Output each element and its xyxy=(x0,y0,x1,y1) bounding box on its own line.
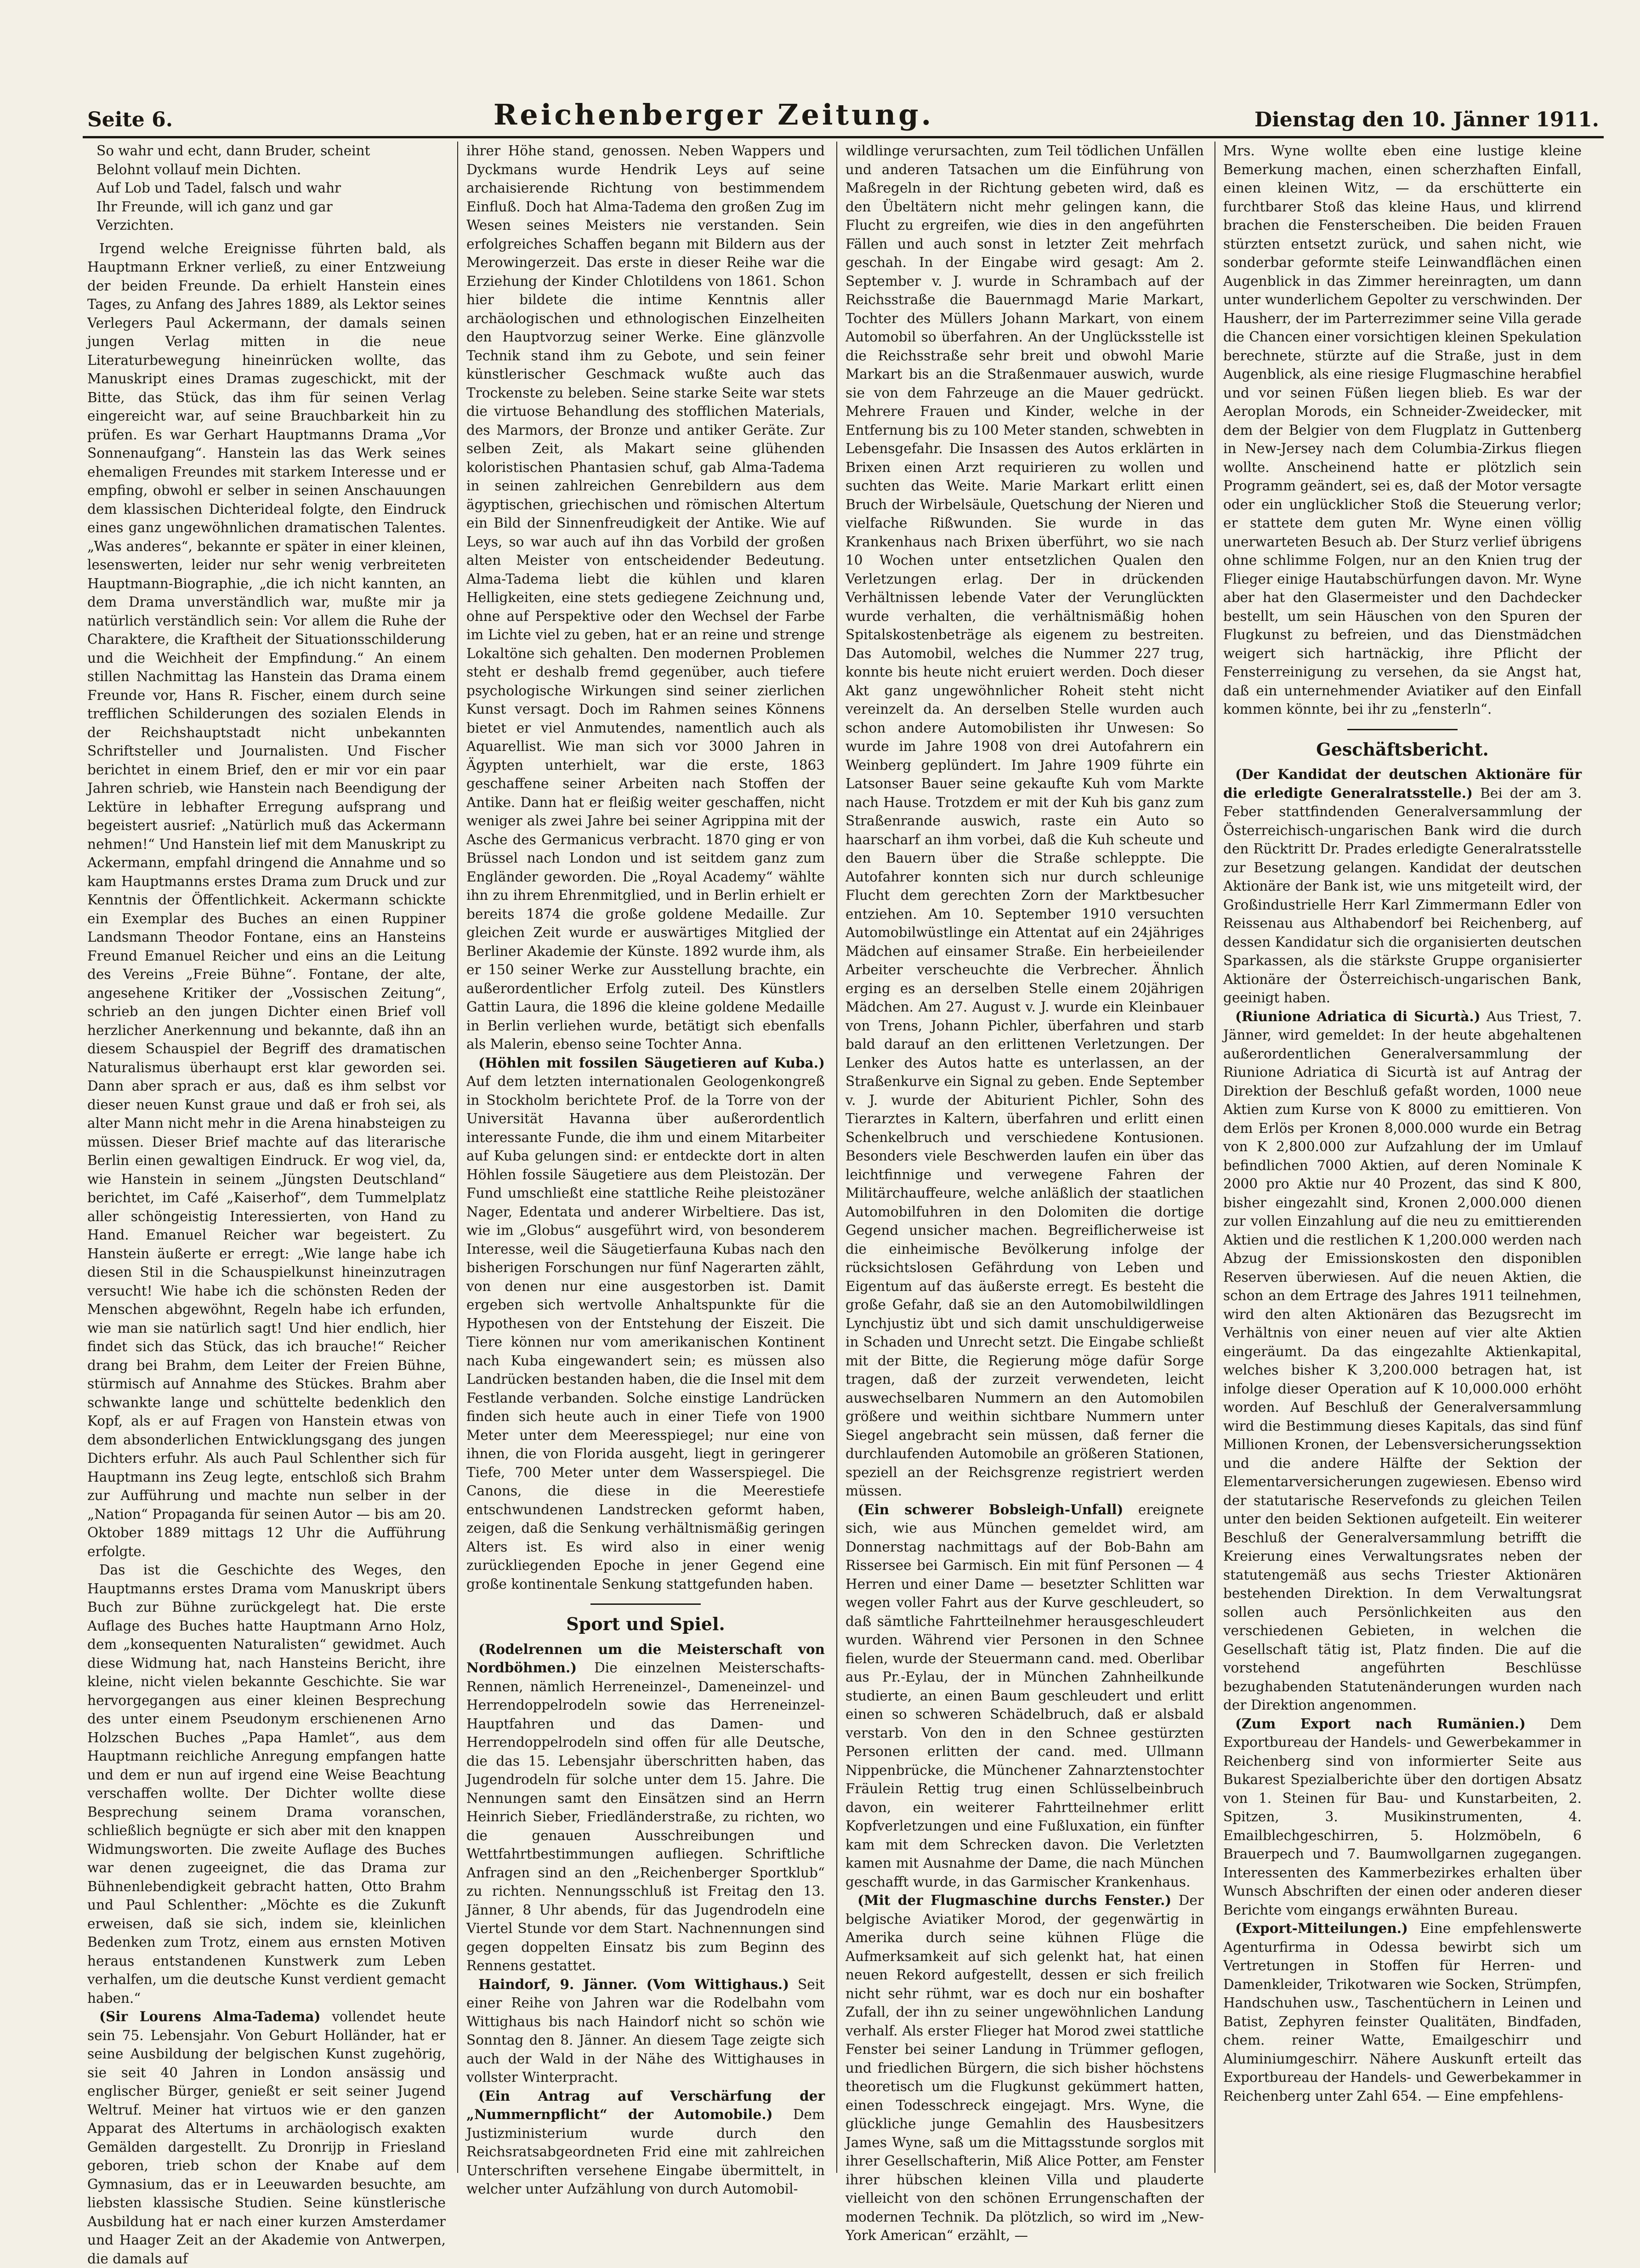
news-item xyxy=(466,1054,825,1594)
section-title-sport: Sport und Spiel. xyxy=(566,1614,725,1634)
item-text: Auf dem letzten internationalen Geologenkongreß in Stockholm berichtete Prof. de la Torre von der Universität Havanna über außerordentlich interessante Funde, die ihm und einem Mitarbeiter auf Kuba gelungen sind: er entdeckte dort in alten Höhlen fossile Säugetiere aus dem Pleistozän. Der Fund umschließt eine stattliche Reihe pleistozäner Nager, Edentata und anderer Wirbeltiere. Das ist, wie im „Globus“ ausgeführt wird, von besonderem Interesse, weil die Säugetierfauna Kubas nach den bisherigen Forschungen nur fünf Nagerarten zählt, von denen nur eine ausgestorben ist. Damit ergeben sich wertvolle Anhaltspunkte für die Hypothesen von der Entstehung der Eiszeit. Die Tiere können nur vom amerikanischen Kontinent nach Kuba eingewandert sein; es müssen also Landrücken bestanden haben, die die Insel mit dem Festlande verbanden. Solche einstige Landrücken finden sich heute auch in einer Tiefe von 1900 Meter unter dem Meeresspiegel; nur eine von ihnen, die von Florida ausgeht, liegt in geringerer Tiefe, 700 Meter unter dem Wasserspiegel. Die Canons, die diese in die Meerestiefe entschwundenen Landstrecken geformt haben, zeigen, daß die Senkung verhältnismäßig geringen Alters ist. Es wird also in einer wenig zurückliegenden Epoche in jener Gegend eine große kontinentale Senkung stattgefunden haben. xyxy=(466,1074,825,1592)
item-text: Eine empfehlenswerte Agenturfirma in Odessa bewirbt sich um Vertretungen in Stoffen für Herren- und Damenkleider, Trikotwaren wie Socken, Strümpfen, Handschuhen usw., Taschentüchern in Leinen und Batist, Zephyren feinster Qualitäten, Bindfaden, chem. reiner Watte, Emailgeschirr und Aluminiumgeschirr. Nähere Auskunft erteilt das Exportbureau der Handels- und Gewerbekammer in Reichenberg unter Zahl 654. — Eine empfehlens- xyxy=(1223,1921,1582,2104)
news-item xyxy=(466,1975,825,2087)
column-4 xyxy=(1223,142,1582,2173)
poem-line: Auf Lob und Tadel, falsch und wahr xyxy=(96,180,341,196)
news-item xyxy=(1223,1919,1582,2105)
poem-line: Verzichten. xyxy=(96,217,174,233)
header-rule xyxy=(83,136,1604,138)
column-2 xyxy=(466,142,825,2197)
news-item xyxy=(87,2007,446,2268)
page-header xyxy=(87,98,1599,131)
issue-date: Dienstag den 10. Jänner 1911. xyxy=(1254,108,1599,131)
item-text: ereignete sich, wie aus München gemeldet wird, am Donnerstag nachmittags auf der Bob-Bahn am Rissersee bei Garmisch. Ein mit fünf Personen — 4 Herren und einer Dame — besetzter Schlitten war wegen voller Fahrt aus der Kurve geschleudert, so daß sämtliche Fahrtteilnehmer herausgeschleudert wurden. Während vier Personen in den Schnee fielen, wurde der Steuermann cand. med. Oberlibar aus Pr.-Eylau, der in München Zahnheilkunde studierte, an einen Baum geschleudert und erlitt einen so schweren Schädelbruch, daß er alsbald verstarb. Von den in den Schnee gestürzten Personen erlitten der cand. med. Ullmann Nippenbrücke, die Münchener Zahnarztenstochter Fräulein Rettig trug einen Schlüsselbeinbruch davon, ein weiterer Fahrtteilnehmer erlitt Kopfverletzungen und eine Fußluxation, ein fünfter kam mit dem Schrecken davon. Die Verletzten kamen mit Ausnahme der Dame, die nach München geschafft wurde, in das Garmischer Krankenhaus. xyxy=(846,1501,1204,1890)
column-1 xyxy=(87,142,446,2267)
page-number: Seite 6. xyxy=(87,108,173,131)
item-text: Die einzelnen Meisterschafts-Rennen, nämlich Herreneinzel-, Dameneinzel- und Herrendoppelrodeln sowie das Herreneinzel-Hauptfahren und das Damen- und Herrendoppelrodeln sind offen für alle Deutsche, die das 15. Lebensjahr überschritten haben, das Jugendrodeln für solche unter dem 15. Jahre. Die Nennungen samt den Einsätzen sind an Herrn Heinrich Sieber, Friedländerstraße, zu richten, wo die genauen Ausschreibungen und Wettfahrtbestimmungen aufliegen. Schriftliche Anfragen sind an den „Reichenberger Sportklub“ zu richten. Nennungsschluß ist Freitag den 13. Jänner, 8 Uhr abends, für das Jugendrodeln eine Viertel Stunde vor dem Start. Nachnennungen sind gegen doppelten Einsatz bis zum Beginn des Rennens gestattet. xyxy=(466,1660,825,1973)
news-item xyxy=(846,1501,1204,1892)
separator xyxy=(590,1603,701,1605)
item-heading: (Riunione Adriatica di Sicurtà.) xyxy=(1235,1008,1481,1024)
item-heading: (Ein schwerer Bobsleigh-Unfall) xyxy=(857,1501,1124,1518)
column-divider xyxy=(1214,142,1215,2173)
poem-line: Belohnt vollauf mein Dichten. xyxy=(96,161,301,177)
item-text: Dem Justizministerium wurde durch den Reichsratsabgeordneten Frid eine mit zahlreichen Unterschriften versehene Eingabe übermittelt, in welcher unter Aufzählung von durch Automobil- xyxy=(466,2107,825,2197)
poem-line: So wahr und echt, dann Bruder, scheint xyxy=(96,143,370,159)
section-title-business: Geschäftsbericht. xyxy=(1316,739,1489,760)
item-heading: (Rodelrennen um die Meisterschaft von Nordböhmen.) xyxy=(466,1641,825,1676)
column-3 xyxy=(846,142,1204,2243)
item-heading: (Höhlen mit fossilen Säugetieren auf Kuba.) xyxy=(478,1054,825,1071)
news-item xyxy=(1223,1007,1582,1715)
newspaper-title: Reichenberger Zeitung. xyxy=(493,98,934,131)
news-item xyxy=(466,1640,825,1975)
item-text: vollendet heute sein 75. Lebensjahr. Von Geburt Holländer, hat er seine Ausbildung der belgischen Kunst zugehörig, sie seit 40 Jahren in London ansässig und englischer Bürger, genießt er seit seiner Jugend Weltruf. Meiner hat virtuos wie er den ganzen Apparat des Altertums in archäologisch exakten Gemälden dargestellt. Zu Dronrijp in Friesland geboren, trieb schon der Knabe auf dem Gymnasium, das er in Leeuwarden besuchte, am liebsten klassische Studien. Seine künstlerische Ausbildung hat er nach einer kurzen Amsterdamer und Haager Zeit an der Akademie von Antwerpen, die damals auf xyxy=(87,2009,446,2267)
column-divider xyxy=(457,142,458,2173)
article-paragraph: Das ist die Geschichte des Weges, den Hauptmanns erstes Drama vom Manuskript übers Buch zur Bühne zurückgelegt hat. Die erste Auflage des Buches hatte Hauptmann Arno Holz, dem „konsequenten Naturalisten“ gewidmet. Auch diese Widmung hat, nach Hansteins Bericht, ihre kleine, nicht vielen bekannte Geschichte. Sie war hervorgegangen aus einer kleinen Besprechung des unter einem Pseudonym erschienenen Arno Holzschen Buches „Papa Hamlet“, aus dem Hauptmann reichliche Anregung empfangen hatte und dem er nun auf irgend eine Weise Beachtung verschaffen wollte. Der Dichter wollte diese Besprechung seinem Drama voranschen, schließlich begnügte er sich aber mit den knappen Widmungsworten. Die zweite Auflage des Buches war denen zugeeignet, die das Drama zur Bühnenlebendigkeit gebracht hatten, Otto Brahm und Paul Schlenther: „Möchte es die Zukunft erweisen, daß sie sich, indem sie, kleinlichen Bedenken zum Trotz, einem aus ernsten Motiven heraus entstandenen Kunstwerk zum Leben verhalfen, um die deutsche Kunst verdient gemacht haben.“ xyxy=(87,1562,446,2006)
article-paragraph: Irgend welche Ereignisse führten bald, als Hauptmann Erkner verließ, zu einer Entzweiung der beiden Freunde. Da erhielt Hanstein eines Tages, zu Anfang des Jahres 1889, als Lektor seines Verlegers Paul Ackermann, der damals seinen jungen Verlag mitten in die neue Literaturbewegung hineinrücken wollte, das Manuskript eines Dramas zugeschickt, mit der Bitte, das Stück, das ihm für seinen Verlag eingereicht war, auf seine Brauchbarkeit hin zu prüfen. Es war Gerhart Hauptmanns Drama „Vor Sonnenaufgang“. Hanstein las das Werk seines ehemaligen Freundes mit starkem Interesse und er empfing, obwohl er selber in seinen Anschauungen dem klassischen Dichterideal folgte, den Eindruck eines ganz ungewöhnlichen dramatischen Talentes. „Was anderes“, bekannte er später in einer kleinen, lesenswerten, leider nur sehr wenig verbreiteten Hauptmann-Biographie, „die ich nicht kannten, an dem Drama unverständlich war, mußte mir ja natürlich verständlich sein: Vor allem die Ruhe der Charaktere, die Kraftheit der Situationsschilderung und die Weichheit der Empfindung.“ An einem stillen Nachmittag las Hanstein das Drama einem Freunde vor, Hans R. Fischer, einem durch seine trefflichen Schilderungen des sozialen Elends in der Reichshauptstadt nicht unbekannten Schriftsteller und Journalisten. Und Fischer berichtet in einem Brief, den er mir vor ein paar Jahren schrieb, wie Hanstein nach Beendigung der Lektüre in lebhafter Erregung aufsprang und begeistert ausrief: „Natürlich muß das Ackermann nehmen!“ Und Hanstein lief mit dem Manuskript zu Ackermann, empfahl dringend die Annahme und so kam Hauptmanns erstes Drama zum Druck und zur Kenntnis der Öffentlichkeit. Ackermann schickte ein Exemplar des Buches an einen Ruppiner Landsmann Theodor Fontane, eins an Hansteins Freund Emanuel Reicher und eins an die Leitung des Vereins „Freie Bühne“. Fontane, der alte, angesehene Kritiker der „Vossischen Zeitung“, schrieb an den jungen Dichter einen Brief voll herzlicher Anerkennung und bekannte, daß ihn an diesem Schauspiel der Begriff des dramatischen Naturalismus überhaupt erst klar geworden sei. Dann aber sprach er aus, daß es ihm selbst vor dieser neuen Kunst graue und daß er froh sei, als alter Mann nicht mehr in die Arena hinabsteigen zu müssen. Dieser Brief machte auf das literarische Berlin einen gewaltigen Eindruck. Er wog viel, da, wie Hanstein in seinem „Jüngsten Deutschland“ berichtet, im Café „Kaiserhof“, dem Tummelplatz aller schöngeistig Interessierten, von Hand zu Hand. Emanuel Reicher war begeistert. Zu Hanstein äußerte er erregt: „Wie lange habe ich diesen Stil in die Schauspielkunst hineinzutragen versucht! Wie habe ich die schönsten Reden der Menschen abgewöhnt, Regeln habe ich erfunden, wie man sie natürlich sagt! Und hier endlich, hier findet sich das Stück, das ich brauche!“ Reicher drang bei Brahm, dem Leiter der Freien Bühne, stürmisch auf Annahme des Stückes. Brahm aber schwankte lange und schüttelte bedenklich den Kopf, als er auf Fragen von Hanstein etwas von dem absonderlichen Entwicklungsgang des jungen Dichters erfuhr. Als auch Paul Schlenther sich für Hauptmann ins Zeug legte, entschloß sich Brahm zur Aufführung und machte nun selber in der „Nation“ Propaganda für seinen Autor — bis am 20. Oktober 1889 mittags 12 Uhr die Aufführung erfolgte. xyxy=(87,240,446,1559)
item-text: Aus Triest, 7. Jänner, wird gemeldet: In der heute abgehaltenen außerordentlichen Generalversammlung der Riunione Adriatica di Sicurtà ist auf Antrag der Direktion der Beschluß gefaßt worden, 1000 neue Aktien zum Kurse von K 8000 zu emittieren. Von dem Erlös per Kronen 8,000.000 wurde ein Betrag von K 2,800.000 zur Aufzahlung der im Umlauf befindlichen 7000 Aktien, auf deren Nominale K 2000 pro Aktie nur 40 Prozent, das sind K 800, bisher eingezahlt sind, Kronen 2,000.000 dienen zur vollen Einzahlung auf die neu zu emittierenden Aktien und die restlichen K 1,200.000 werden nach Abzug der Emissionskosten den disponiblen Reserven überwiesen. Auf die neuen Aktien, die schon an dem Ertrage des Jahres 1911 teilnehmen, wird den alten Aktionären das Bezugsrecht im Verhältnis von einer neuen auf vier alte Aktien eingeräumt. Da das eingezahlte Aktienkapital, welches bisher K 3,200.000 betragen hat, ist infolge dieser Operation auf K 10,000.000 erhöht worden. Auf Beschluß der Generalversammlung wird die Bestimmung dieses Kapitals, das sind fünf Millionen Kronen, der Lebensversicherungssektion und die andere Hälfte der Sektion der Elementarversicherungen zugewiesen. Ebenso wird der statutarische Reservefonds zu gleichen Teilen unter den beiden Sektionen aufgeteilt. Ein weiterer Beschluß der Generalversammlung betrifft die Kreierung eines Verwaltungsrates neben der statutengemäß aus sechs Triester Aktionären bestehenden Direktion. In dem Verwaltungsrat sollen auch Persönlichkeiten aus den verschiedenen Gebieten, in welchen die Gesellschaft tätig ist, Platz finden. Die auf die vorstehend angeführten Beschlüsse bezughabenden Statutenänderungen wurden nach der Direktion angenommen. xyxy=(1223,1008,1582,1713)
item-heading: (Sir Lourens Alma-Tadema) xyxy=(99,2008,321,2024)
item-text: Bei der am 3. Feber stattfindenden Generalversammlung der Österreichisch-ungarischen Bank wird die durch den Rücktritt Dr. Prades erledigte Generalratsstelle zur Besetzung gelangen. Kandidat der deutschen Aktionäre der Bank ist, wie uns mitgeteilt wird, der Großindustrielle Herr Karl Zimmermann Edler von Reissenau aus Althabendorf bei Reichenberg, auf dessen Kandidatur sich die organisierten deutschen Sparkassen, als die stärkste Gruppe organisierter Aktionäre der Österreichisch-ungarischen Bank, geeinigt haben. xyxy=(1223,785,1582,1006)
item-heading: (Zum Export nach Rumänien.) xyxy=(1235,1715,1526,1732)
item-heading: (Ein Antrag auf Verschärfung der „Nummernpflicht“ der Automobile.) xyxy=(466,2087,825,2122)
news-item xyxy=(1223,1715,1582,1920)
item-heading: (Export-Mitteilungen.) xyxy=(1235,1920,1408,1936)
article-paragraph: Mrs. Wyne wollte eben eine lustige kleine Bemerkung machen, einen scherzhaften Einfall, einen kleinen Witz, — da erschütterte ein furchtbarer Stoß das kleine Haus, und klirrend brachen die Fensterscheiben. Die beiden Frauen stürzten entsetzt zurück, und sahen nicht, wie sonderbar geformte steife Leinwandflächen einen Augenblick in das Zimmer hereinragten, um dann unter wunderlichem Gepolter zu verschwinden. Der Hausherr, der im Parterrezimmer seine Villa gerade die Chancen einer vorsichtigen kleinen Spekulation berechnete, stürzte auf die Straße, just in dem Augenblick, als eine riesige Flugmaschine herabfiel und vor seinen Füßen liegen blieb. Es war der Aeroplan Morods, ein Schneider-Zweidecker, mit dem der Belgier von dem Flugplatz in Guttenberg in New-Jersey nach dem Columbia-Zirkus fliegen wollte. Anscheinend hatte er plötzlich sein Programm geändert, sei es, daß der Motor versagte oder ein unglücklicher Stoß die Steuerung verlor; er stattete dem guten Mr. Wyne einen völlig unerwarteten Besuch ab. Der Sturz verlief übrigens ohne schlimme Folgen, nur an den Knien trug der Flieger einige Hautabschürfungen davon. Mr. Wyne aber hat den Glasermeister und den Dachdecker bestellt, um sein Häuschen von den Spuren der Flugkunst zu befreien, und das Dienstmädchen weigert sich hartnäckig, ihre Pflicht der Fensterreinigung zu versehen, da sie Angst hat, daß ein unternehmender Aviatiker auf den Einfall kommen könnte, bei ihr zu „fensterln“. xyxy=(1223,143,1582,717)
item-heading: Haindorf, 9. Jänner. (Vom Wittighaus.) xyxy=(478,1976,789,1992)
column-divider xyxy=(836,142,837,2173)
poem-line: Ihr Freunde, will ich ganz und gar xyxy=(96,199,333,215)
article-paragraph: wildlinge verursachten, zum Teil tödlichen Unfällen und anderen Tatsachen um die Einführung von Maßregeln in der Richtung gebeten wird, daß es den Übeltätern nicht mehr gelingen kann, die Flucht zu ergreifen, wie dies in den angeführten Fällen und auch sonst in letzter Zeit mehrfach geschah. In der Eingabe wird gesagt: Am 2. September v. J. wurde in Schrambach auf der Reichsstraße die Bauernmagd Marie Markart, Tochter des Müllers Johann Markart, von einem Automobil so überfahren. An der Unglücksstelle ist die Reichsstraße sehr breit und obwohl Marie Markart bis an die Straßenmauer auswich, wurde sie von dem Fahrzeuge an die Mauer gedrückt. Mehrere Frauen und Kinder, welche in der Entfernung bis zu 100 Meter standen, schwebten in Lebensgefahr. Die Insassen des Autos erklärten in Brixen einen Arzt requirieren zu wollen und suchten das Weite. Marie Markart erlitt einen Bruch der Wirbelsäule, Quetschung der Nieren und vielfache Rißwunden. Sie wurde in das Krankenhaus nach Brixen überführt, wo sie nach 10 Wochen unter entsetzlichen Qualen den Verletzungen erlag. Der in drückenden Verhältnissen lebende Vater der Verunglückten wurde verhalten, die verhältnismäßig hohen Spitalskostenbeträge als eigenem zu bestreiten. Das Automobil, welches die Nummer 227 trug, konnte bis heute nicht eruiert werden. Doch dieser Akt ganz ungewöhnlicher Roheit steht nicht vereinzelt da. An derselben Stelle wurden auch schon andere Automobilisten ihr Unwesen: So wurde im Jahre 1908 von drei Autofahrern ein Weinberg geplündert. Im Jahre 1909 führte ein Latsonser Bauer seine gekaufte Kuh vom Markte nach Hause. Trotzdem er mit der Kuh bis ganz zum Straßenrande auswich, raste ein Auto so haarscharf an ihm vorbei, daß die Kuh scheute und den Bauern über die Straße schleppte. Die Autofahrer konnten sich nur durch schleunige Flucht dem gerechten Zorn der Marktbesucher entziehen. Am 10. September 1910 versuchten Automobilwüstlinge ein Attentat auf ein 24jähriges Mädchen auf einsamer Straße. Ein herbeieilender Arbeiter verscheuchte die Verbrecher. Ähnlich erging es an derselben Stelle einem 20jährigen Mädchen. Am 27. August v. J. wurde ein Kleinbauer von Trens, Johann Pichler, überfahren und starb bald darauf an den erlittenen Verletzungen. Der Lenker des Autos hatte es unterlassen, an der Straßenkurve ein Signal zu geben. Ende September v. J. wurde der Abiturient Pichler, Sohn des Tierarztes in Kaltern, überfahren und erlitt einen Schenkelbruch und verschiedene Kontusionen. Besonders viele Beschwerden laufen ein über das leichtfinnige und verwegene Fahren der Militärchauffeure, welche anläßlich der staatlichen Automobilfuhren in den Dolomiten die dortige Gegend unsicher machen. Begreiflicherweise ist die einheimische Bevölkerung infolge der rücksichtslosen Gefährdung von Leben und Eigentum auf das äußerste erregt. Es besteht die große Gefahr, daß sie an den Automobilwildlingen Lynchjustiz übt und sich damit unschuldigerweise in Schaden und Unrecht setzt. Die Eingabe schließt mit der Bitte, die Regierung möge dafür Sorge tragen, daß der zurzeit verwendeten, leicht auswechselbaren Nummern an den Automobilen größere und weithin sichtbare Nummern unter Siegel angebracht sein müssen, daß ferner die durchlaufenden Automobile an größeren Stationen, speziell an der Reichsgrenze registriert werden müssen. xyxy=(846,143,1204,1499)
item-text: Der belgische Aviatiker Morod, der gegenwärtig in Amerika durch seine kühnen Flüge die Aufmerksamkeit auf sich gelenkt hat, hat einen neuen Rekord aufgestellt, dessen er sich freilich nicht sehr rühmt, war es doch nur ein boshafter Zufall, der ihn zu seiner ungewöhnlichen Landung verhalf. Als erster Flieger hat Morod zwei stattliche Fenster bei seiner Landung in Trümmer geflogen, und friedlichen Bürgern, die sich bisher höchstens theoretisch um die Flugkunst gekümmert hatten, einen Todesschreck eingejagt. Mrs. Wyne, die glückliche junge Gemahlin des Hausbesitzers James Wyne, saß um die Mittagsstunde sorglos mit ihrer Gesellschafterin, Miß Alice Potter, am Fenster ihrer hübschen kleinen Villa und plauderte vielleicht von den schönen Errungenschaften der modernen Technik. Da plötzlich, so wird im „New-York American“ erzählt, — xyxy=(846,1893,1204,2243)
item-text: Dem Exportbureau der Handels- und Gewerbekammer in Reichenberg sind von informierter Seite aus Bukarest Spezialberichte über den dortigen Absatz von 1. Steinen für Bau- und Kunstarbeiten, 2. Spitzen, 3. Musikinstrumenten, 4. Emailblechgeschirren, 5. Holzmöbeln, 6 Brauerpech und 7. Baumwollgarnen zugegangen. Interessenten des Kammerbezirkes erhalten über Wunsch Abschriften der einen oder anderen dieser Berichte vom eingangs erwähnten Bureau. xyxy=(1223,1716,1582,1918)
separator xyxy=(1347,729,1458,730)
news-item xyxy=(1223,765,1582,1007)
item-heading: (Mit der Flugmaschine durchs Fenster.) xyxy=(857,1892,1172,1908)
item-heading: (Der Kandidat der deutschen Aktionäre für die erledigte Generalratsstelle.) xyxy=(1223,766,1582,801)
poem xyxy=(87,142,446,235)
article-paragraph: ihrer Höhe stand, genossen. Neben Wappers und Dyckmans wurde Hendrik Leys auf seine archaisierende Richtung von bestimmendem Einfluß. Doch hat Alma-Tadema den großen Zug im Wesen seines Meisters nie verstanden. Sein erfolgreiches Schaffen begann mit Bildern aus der Merowingerzeit. Das erste in dieser Reihe war die Erziehung der Kinder Chlotildens von 1861. Schon hier bildete die intime Kenntnis aller archäologischen und ethnologischen Einzelheiten den Hauptvorzug seiner Werke. Eine glänzvolle Technik stand ihm zu Gebote, und sein feiner künstlerischer Geschmack wußte auch das Trockenste zu beleben. Seine starke Seite war stets die virtuose Behandlung des stofflichen Materials, des Marmors, der Bronze und antiker Geräte. Zur selben Zeit, als Makart seine glühenden koloristischen Phantasien schuf, gab Alma-Tadema in seinen zahlreichen Genrebildern aus dem ägyptischen, griechischen und römischen Altertum ein Bild der Sinnenfreudigkeit der Antike. Wie auf Leys, so war auch auf ihn das Vorbild der großen alten Meister von entscheidender Bedeutung. Alma-Tadema liebt die kühlen und klaren Helligkeiten, eine stets gediegene Zeichnung und, ohne auf Perspektive oder den Wechsel der Farbe im Lichte viel zu geben, hat er an reine und strenge Lokaltöne sich gehalten. Den modernen Problemen steht er deshalb fremd gegenüber, auch tiefere psychologische Wirkungen sind seiner zierlichen Kunst versagt. Doch im Rahmen seines Könnens bietet er viel Anmutendes, namentlich auch als Aquarellist. Wie man sich vor 3000 Jahren in Ägypten unterhielt, war die erste, 1863 geschaffene seiner Arbeiten nach Stoffen der Antike. Dann hat er fleißig weiter geschaffen, nicht weniger als zwei Jahre bei seiner Agrippina mit der Asche des Germanicus verbracht. 1870 ging er von Brüssel nach London und ist seitdem ganz zum Engländer geworden. Die „Royal Academy“ wählte ihn zu ihrem Ehrenmitglied, und in Berlin erhielt er bereits 1874 die große goldene Medaille. Zur gleichen Zeit wurde er auswärtiges Mitglied der Berliner Akademie der Künste. 1892 wurde ihm, als er 150 seiner Werke zur Ausstellung brachte, ein außerordentlicher Erfolg zuteil. Des Künstlers Gattin Laura, die 1896 die kleine goldene Medaille in Berlin verliehen wurde, betätigt sich ebenfalls als Malerin, ebenso seine Tochter Anna. xyxy=(466,143,825,1052)
news-item xyxy=(466,2087,825,2199)
item-text: Seit einer Reihe von Jahren war die Rodelbahn vom Wittighaus bis nach Haindorf nicht so schön wie Sonntag den 8. Jänner. An diesem Tage zeigte sich auch der Wald in der Nähe des Wittighauses in vollster Winterpracht. xyxy=(466,1976,825,2085)
news-item xyxy=(846,1891,1204,2245)
